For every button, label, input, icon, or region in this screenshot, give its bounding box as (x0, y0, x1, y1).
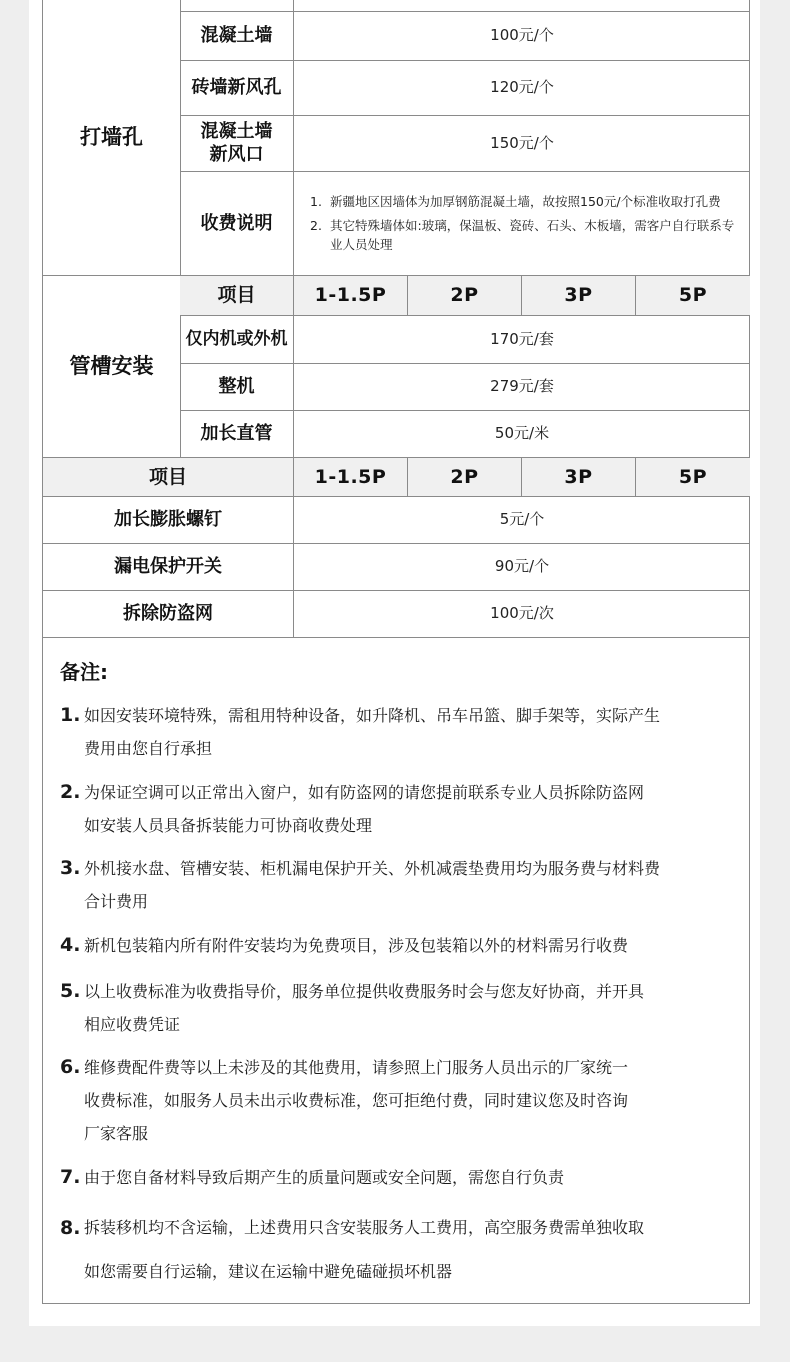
extras-label: 漏电保护开关 (43, 544, 294, 591)
remark-line: 外机接水盘、管槽安装、柜机漏电保护开关、外机减震垫费用均为服务费与材料费 (84, 859, 661, 878)
trunking-group-label: 管槽安装 (43, 276, 181, 458)
extras-label: 加长膨胀螺钉 (43, 497, 294, 544)
extras-header-1-1.5p: 1-1.5P (294, 458, 408, 497)
remark-item (60, 776, 740, 842)
remark-item (60, 975, 740, 1041)
remark-number: 1. (60, 704, 81, 726)
fee-note-item (310, 216, 740, 255)
remark-line: 如您需要自行运输，建议在运输中避免磕碰损坏机器 (84, 1262, 453, 1281)
extras-price: 90元/个 (294, 544, 750, 591)
remark-number: 8. (60, 1217, 81, 1239)
remarks-title: 备注: (60, 660, 108, 684)
remark-item (60, 1206, 740, 1294)
remark-line: 由于您自备材料导致后期产生的质量问题或安全问题，需您自行负责 (84, 1168, 565, 1187)
remark-number: 4. (60, 934, 81, 956)
remark-number: 6. (60, 1056, 81, 1078)
extras-label: 拆除防盗网 (43, 591, 294, 638)
wall-hole-label-line: 新风口 (209, 143, 264, 165)
trunking-price: 279元/套 (294, 364, 750, 411)
fee-note-number: 2. (310, 217, 322, 233)
remark-line: 如安装人员具备拆装能力可协商收费处理 (84, 816, 373, 835)
wall-hole-price: 100元/个 (294, 12, 750, 61)
remark-line: 合计费用 (84, 892, 149, 911)
top-partial-label (180, 0, 294, 12)
trunking-label: 加长直管 (180, 411, 294, 458)
extras-header-item: 项目 (43, 458, 294, 497)
remark-item (60, 929, 740, 962)
trunking-header-5p: 5P (636, 276, 750, 316)
fee-note-item (310, 192, 740, 211)
remark-line: 拆装移机均不含运输，上述费用只含安装服务人工费用，高空服务费需单独收取 (84, 1218, 645, 1237)
remark-line: 为保证空调可以正常出入窗户，如有防盗网的请您提前联系专业人员拆除防盗网 (84, 783, 645, 802)
extras-price: 100元/次 (294, 591, 750, 638)
trunking-price: 50元/米 (294, 411, 750, 458)
extras-price: 5元/个 (294, 497, 750, 544)
remark-line: 新机包装箱内所有附件安装均为免费项目，涉及包装箱以外的材料需另行收费 (84, 936, 629, 955)
remark-number: 2. (60, 781, 81, 803)
fee-note-text: 新疆地区因墙体为加厚钢筋混凝土墙，故按照150元/个标准收取打孔费 (330, 194, 721, 210)
remarks-box (42, 638, 750, 1304)
fee-note-list (294, 172, 750, 276)
remark-item (60, 1161, 740, 1194)
trunking-header-3p: 3P (522, 276, 636, 316)
extras-header-5p: 5P (636, 458, 750, 497)
wall-hole-label: 砖墙新风孔 (180, 61, 294, 116)
remark-number: 3. (60, 857, 81, 879)
trunking-price: 170元/套 (294, 316, 750, 364)
extras-header-2p: 2P (408, 458, 522, 497)
wall-hole-label: 混凝土墙 (180, 12, 294, 61)
fee-note-label: 收费说明 (180, 172, 294, 276)
remark-item (60, 699, 740, 765)
remark-line: 厂家客服 (84, 1124, 149, 1143)
remark-line: 维修费配件费等以上未涉及的其他费用，请参照上门服务人员出示的厂家统一 (84, 1058, 629, 1077)
remark-line: 收费标准，如服务人员未出示收费标准，您可拒绝付费，同时建议您及时咨询 (84, 1091, 629, 1110)
remark-line: 相应收费凭证 (84, 1015, 181, 1034)
price-table (42, 0, 750, 638)
extras-header-3p: 3P (522, 458, 636, 497)
wall-hole-label (180, 116, 294, 172)
trunking-label: 仅内机或外机 (180, 316, 294, 364)
wall-hole-price: 150元/个 (294, 116, 750, 172)
fee-note-number: 1. (310, 194, 322, 210)
remark-line: 费用由您自行承担 (84, 739, 213, 758)
remark-item (60, 852, 740, 918)
trunking-label: 整机 (180, 364, 294, 411)
remark-line: 如因安装环境特殊，需租用特种设备，如升降机、吊车吊篮、脚手架等，实际产生 (84, 706, 661, 725)
remark-item (60, 1051, 740, 1150)
trunking-header-1-1.5p: 1-1.5P (294, 276, 408, 316)
remark-number: 5. (60, 980, 81, 1002)
wall-hole-label-line: 混凝土墙 (200, 121, 273, 142)
top-partial-value (294, 0, 750, 12)
remark-number: 7. (60, 1166, 81, 1188)
wall-hole-group-label: 打墙孔 (43, 0, 181, 276)
trunking-header-2p: 2P (408, 276, 522, 316)
wall-hole-price: 120元/个 (294, 61, 750, 116)
remark-line: 以上收费标准为收费指导价，服务单位提供收费服务时会与您友好协商，并开具 (84, 982, 645, 1001)
trunking-header-item: 项目 (180, 276, 294, 316)
fee-note-text: 其它特殊墙体如:玻璃，保温板、瓷砖、石头、木板墙，需客户自行联系专业人员处理 (330, 217, 735, 253)
